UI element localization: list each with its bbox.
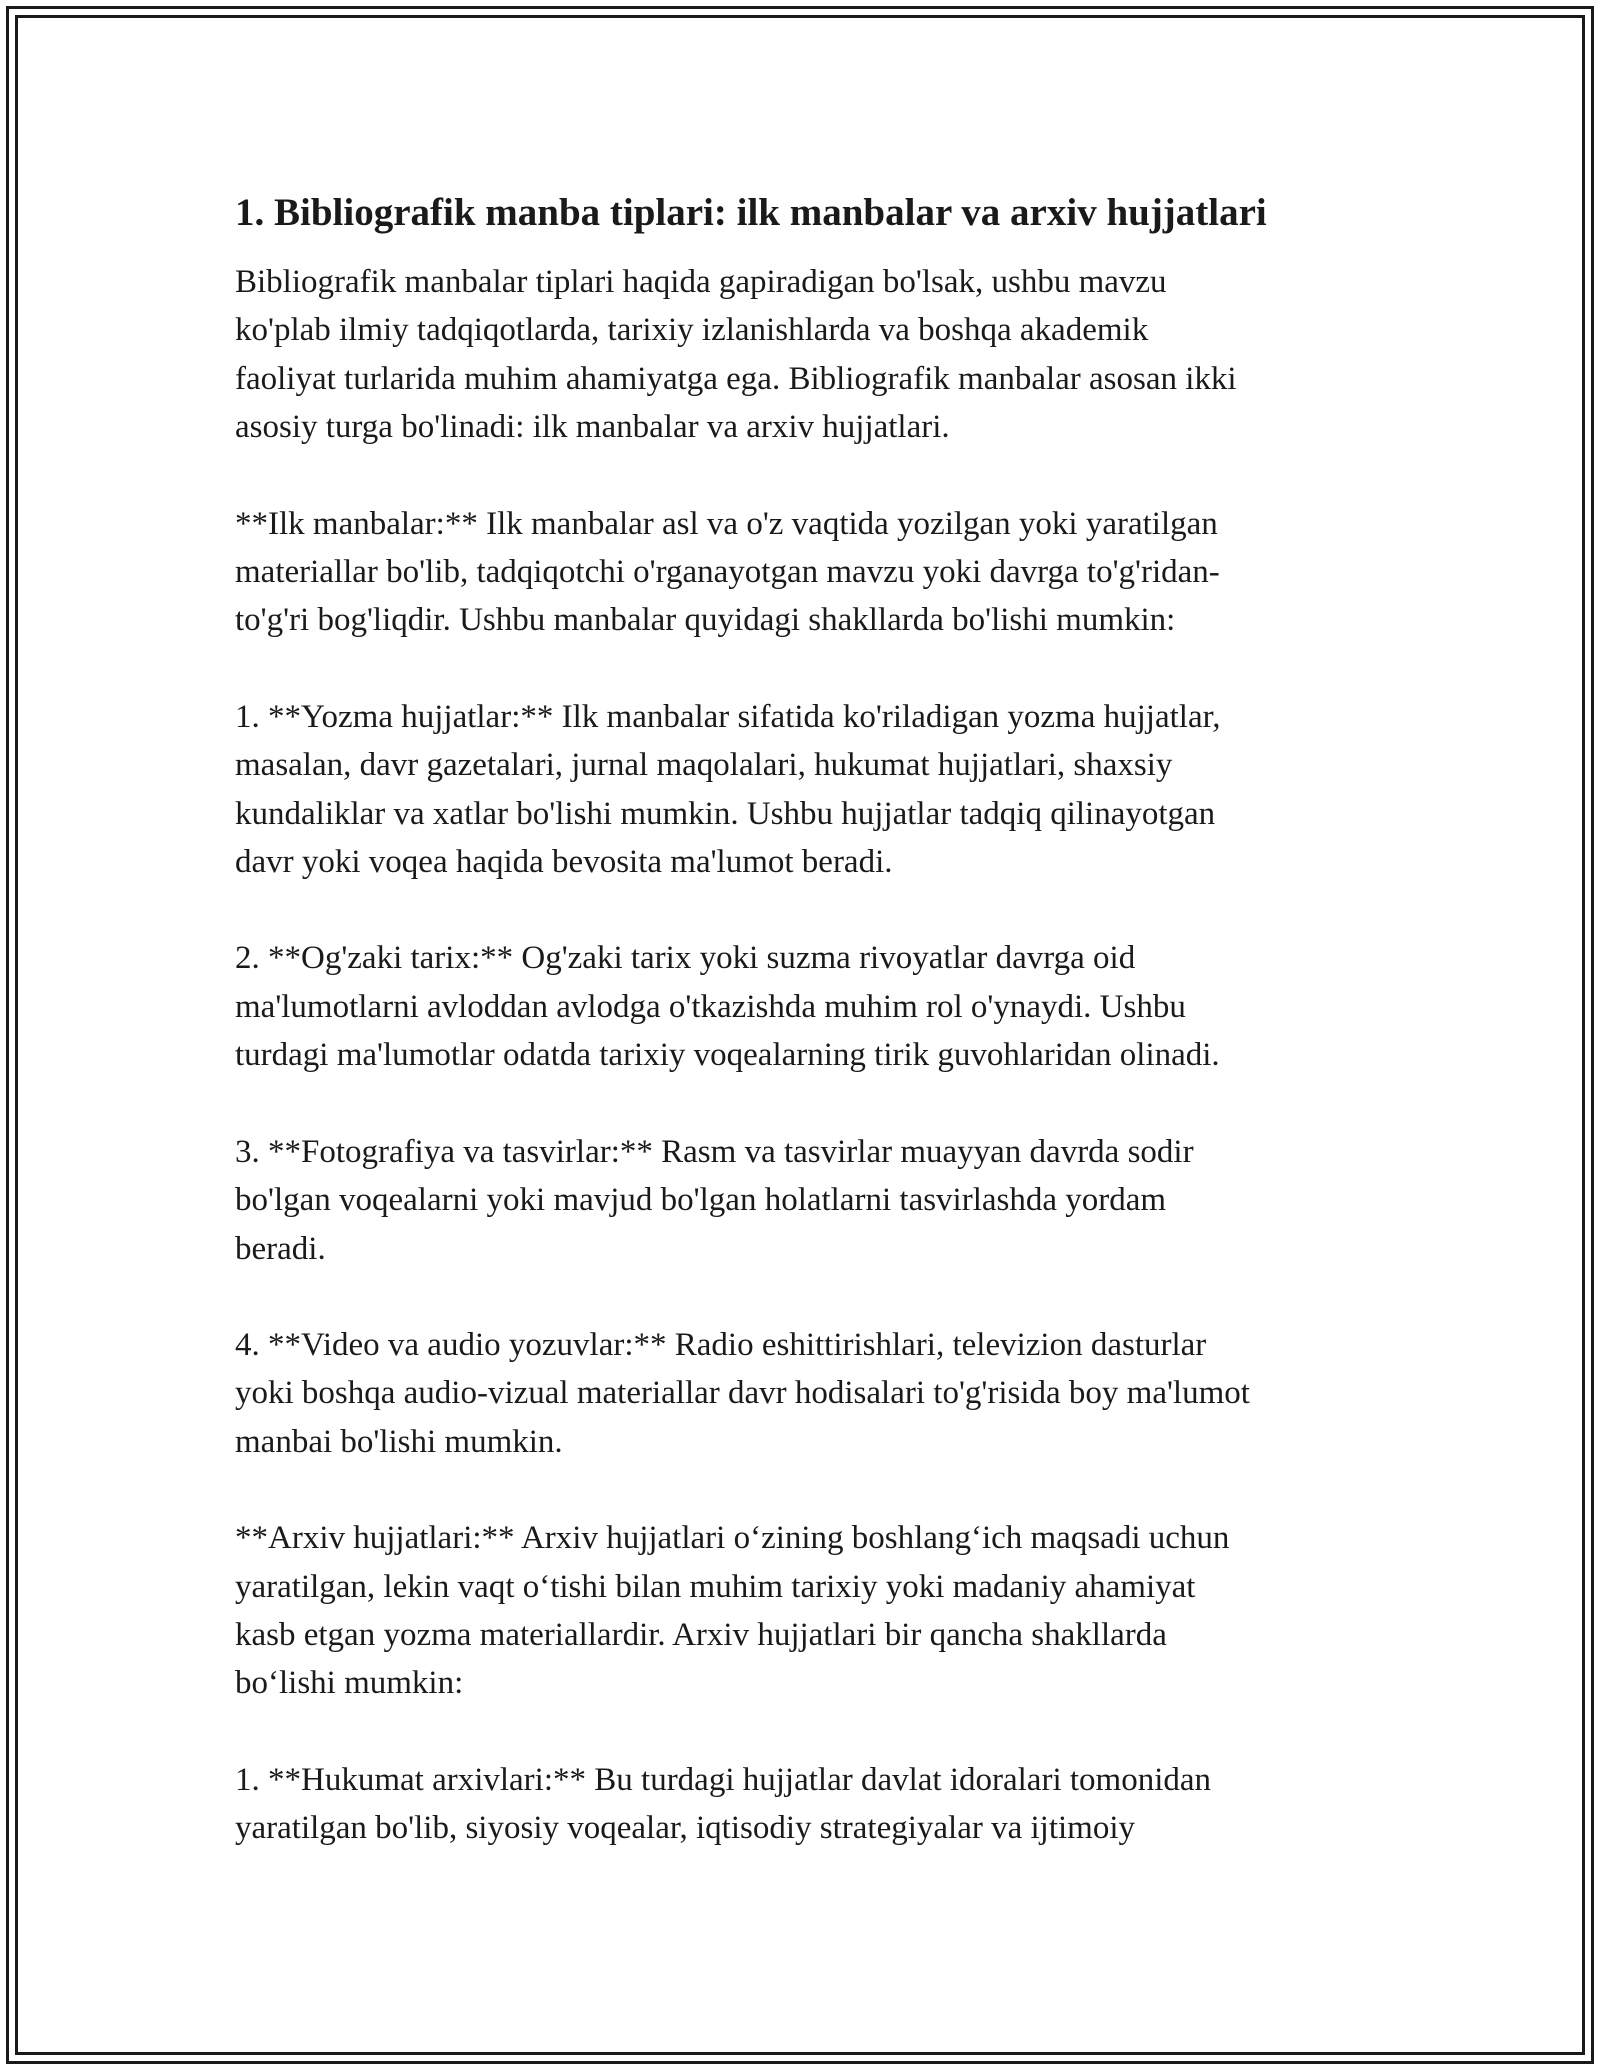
text-line: ko'plab ilmiy tadqiqotlarda, tarixiy izlanishlarda va boshqa akademik	[235, 312, 1149, 349]
text-line: 2. **Og'zaki tarix:** Og'zaki tarix yoki suzma rivoyatlar davrga oid	[235, 940, 1136, 977]
text-line: bo'lgan voqealarni yoki mavjud bo'lgan holatlarni tasvirlashda yordam	[235, 1182, 1167, 1219]
text-line: 4. **Video va audio yozuvlar:** Radio eshittirishlari, televizion dasturlar	[235, 1326, 1207, 1363]
text-line: yoki boshqa audio-vizual materiallar davr hodisalari to'g'risida boy ma'lumot	[235, 1375, 1250, 1412]
text-line: yaratilgan, lekin vaqt o‘tishi bilan muhim tarixiy yoki madaniy ahamiyat	[235, 1568, 1196, 1605]
list-item-hukumat-arxivlari	[235, 1756, 1395, 1853]
list-item-video-audio	[235, 1321, 1395, 1466]
document-title: 1. Bibliografik manba tiplari: ilk manbalar va arxiv hujjatlari	[235, 191, 1267, 234]
text-line: kundaliklar va xatlar bo'lishi mumkin. Ushbu hujjatlar tadqiq qilinayotgan	[235, 795, 1216, 832]
text-line: ma'lumotlarni avloddan avlodga o'tkazishda muhim rol o'ynaydi. Ushbu	[235, 988, 1186, 1025]
text-line: davr yoki voqea haqida bevosita ma'lumot beradi.	[235, 844, 893, 881]
text-line: **Ilk manbalar:** Ilk manbalar asl va o'z vaqtida yozilgan yoki yaratilgan	[235, 505, 1218, 542]
text-line: bo‘lishi mumkin:	[235, 1665, 464, 1702]
text-line: to'g'ri bog'liqdir. Ushbu manbalar quyidagi shakllarda bo'lishi mumkin:	[235, 602, 1176, 639]
paragraph-ilk-manbalar	[235, 500, 1395, 645]
text-line: 1. **Hukumat arxivlari:** Bu turdagi hujjatlar davlat idoralari tomonidan	[235, 1761, 1212, 1798]
text-line: Bibliografik manbalar tiplari haqida gapiradigan bo'lsak, ushbu mavzu	[235, 264, 1167, 300]
text-line: manbai bo'lishi mumkin.	[235, 1423, 563, 1460]
paragraph-arxiv-hujjatlari	[235, 1514, 1395, 1708]
list-item-ogzaki-tarix	[235, 934, 1395, 1079]
text-line: **Arxiv hujjatlari:** Arxiv hujjatlari o‘zining boshlang‘ich maqsadi uchun	[235, 1520, 1230, 1557]
document-body	[235, 186, 1395, 1853]
text-line: asosiy turga bo'linadi: ilk manbalar va arxiv hujjatlari.	[235, 409, 950, 446]
text-line: 3. **Fotografiya va tasvirlar:** Rasm va tasvirlar muayyan davrda sodir	[235, 1133, 1194, 1170]
text-line: materiallar bo'lib, tadqiqotchi o'rganayotgan mavzu yoki davrga to'g'ridan-	[235, 554, 1220, 591]
text-line: turdagi ma'lumotlar odatda tarixiy voqealarning tirik guvohlaridan olinadi.	[235, 1037, 1220, 1074]
text-line: beradi.	[235, 1230, 326, 1267]
text-line: masalan, davr gazetalari, jurnal maqolalari, hukumat hujjatlari, shaxsiy	[235, 747, 1173, 784]
text-line: yaratilgan bo'lib, siyosiy voqealar, iqtisodiy strategiyalar va ijtimoiy	[235, 1810, 1136, 1847]
text-line: faoliyat turlarida muhim ahamiyatga ega. Bibliografik manbalar asosan ikki	[235, 360, 1237, 397]
list-item-fotografiya	[235, 1128, 1395, 1273]
text-line: 1. **Yozma hujjatlar:** Ilk manbalar sifatida ko'riladigan yozma hujjatlar,	[235, 698, 1221, 735]
list-item-yozma-hujjatlar	[235, 693, 1395, 887]
paragraph-intro	[235, 258, 1395, 452]
text-line: kasb etgan yozma materiallardir. Arxiv hujjatlari bir qancha shakllarda	[235, 1616, 1167, 1653]
